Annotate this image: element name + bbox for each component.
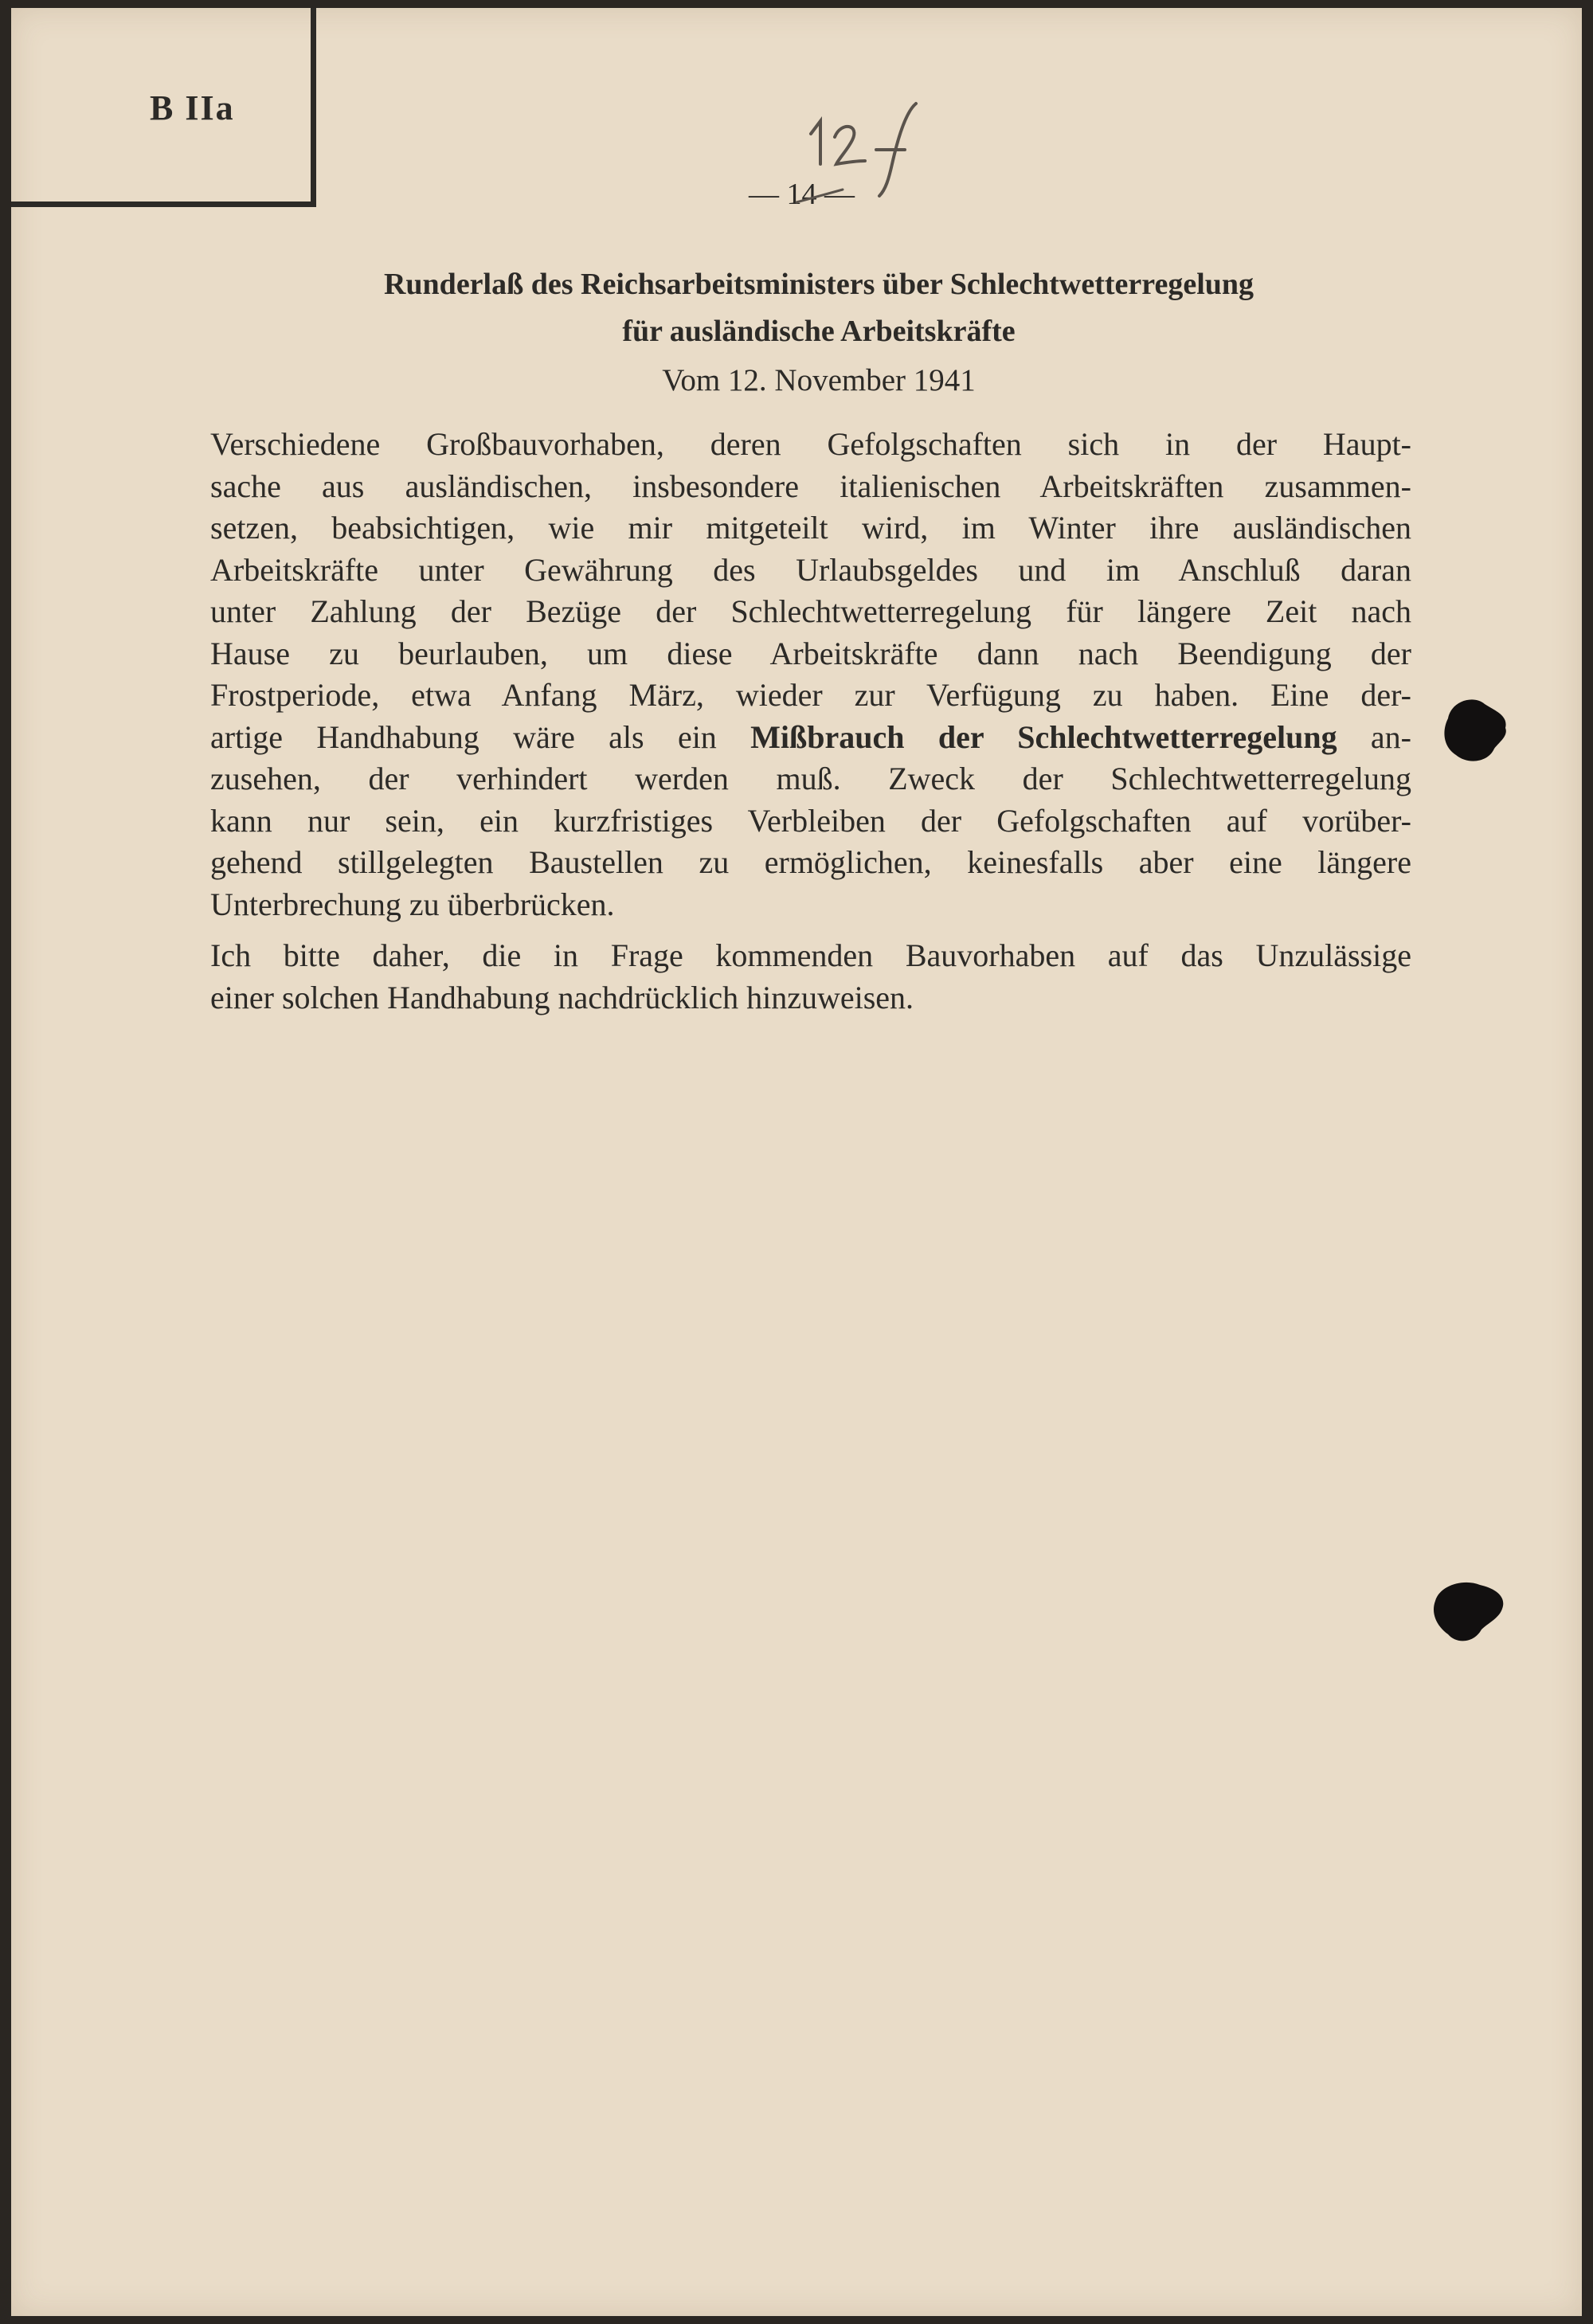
text-line: unter Zahlung der Bezüge der Schlechtwetterregelung für längere Zeit nach [210,593,1411,629]
decree-title-block [170,261,1467,405]
paragraph-1 [210,424,1411,925]
text-line: Frostperiode, etwa Anfang März, wieder zur Verfügung zu haben. Eine der- [210,677,1411,713]
decree-title-line-1: Runderlaß des Reichsarbeitsministers über Schlechtwetterregelung [383,268,1254,301]
text-line: Unterbrechung zu überbrücken. [210,886,615,922]
emphasized-phrase: Mißbrauch der Schlechtwetterregelung [750,718,1337,755]
decree-date: Vom 12. November 1941 [662,363,976,397]
decree-title-line-2: für ausländische Arbeitskräfte [622,315,1016,348]
punch-hole-lower [1424,1567,1512,1655]
text-fragment: an- [1337,718,1412,755]
text-line: zusehen, der verhindert werden muß. Zweck der Schlechtwetterregelung [210,761,1411,796]
text-line: kann nur sein, ein kurzfristiges Verbleiben der Gefolgschaften auf vorüber- [210,802,1411,839]
section-label-box [11,8,316,207]
text-line: Arbeitskräfte unter Gewährung des Urlaubsgeldes und im Anschluß daran [210,551,1411,588]
punch-hole-upper [1432,687,1520,774]
text-line: gehend stillgelegten Baustellen zu ermöglichen, keinesfalls aber eine längere [210,844,1411,880]
document-page [11,8,1582,2316]
decree-body [210,424,1411,1019]
text-line: Ich bitte daher, die in Frage kommenden Bauvorhaben auf das Unzulässige [210,937,1411,973]
text-line: einer solchen Handhabung nachdrücklich hinzuweisen. [210,979,914,1015]
text-fragment: artige Handhabung wäre als ein [210,718,751,755]
paragraph-2 [210,935,1411,1019]
printed-folio-number: — 14 — [749,178,855,211]
text-line: Verschiedene Großbauvorhaben, deren Gefolgschaften sich in der Haupt- [210,426,1411,462]
text-line: setzen, beabsichtigen, wie mir mitgeteilt wird, im Winter ihre ausländischen [210,510,1411,546]
text-line-with-emphasis [210,717,1411,759]
folio-strikethrough-mark [793,185,847,207]
section-label: B IIa [150,88,235,127]
text-line: sache aus ausländischen, insbesondere italienischen Arbeitskräften zusammen- [210,468,1411,504]
text-line: Hause zu beurlauben, um diese Arbeitskräfte dann nach Beendigung der [210,635,1411,671]
